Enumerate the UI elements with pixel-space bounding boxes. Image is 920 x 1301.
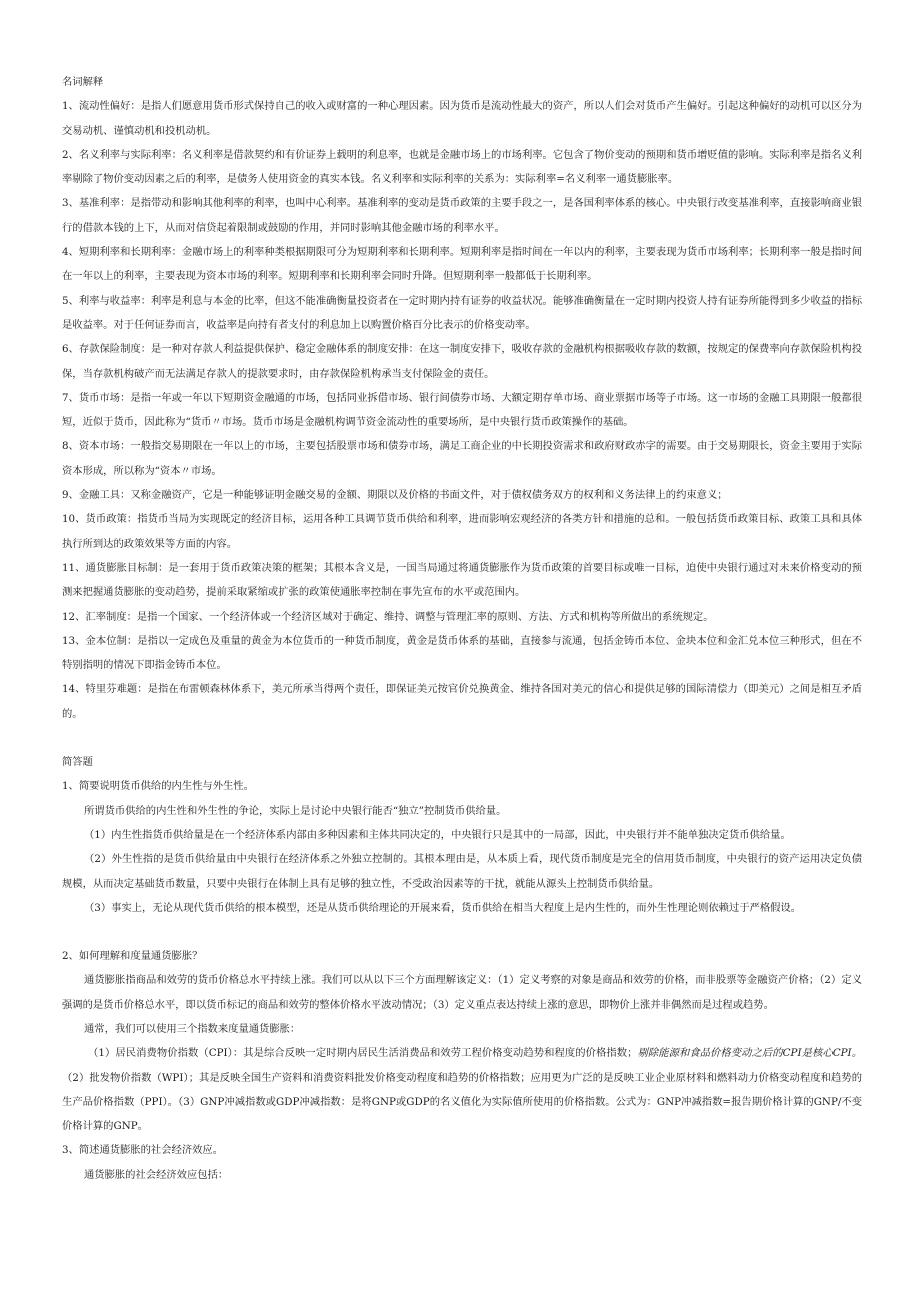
definition-item: 1、流动性偏好：是指人们愿意用货币形式保持自己的收入或财富的一种心理因素。因为货币是流动性最大的资产，所以人们会对货币产生偏好。引起这种偏好的动机可以区分为交易动机、谨慎动机和投机动机。 [62, 100, 862, 137]
definition-item: 10、货币政策：指货币当局为实现既定的经济目标，运用各种工具调节货币供给和利率，进而影响宏观经济的各类方针和措施的总和。一般包括货币政策目标、政策工具和具体执行所到达的政策效果等方面的内容。 [62, 513, 862, 550]
section-title-short-answer: 简答题 [62, 756, 93, 769]
definition-item: 14、特里芬难题：是指在布雷顿森林体系下，美元所承当得两个责任，即保证美元按官价兑换黄金、维持各国对美元的信心和提供足够的国际清偿力（即美元）之间是相互矛盾的。 [62, 683, 862, 720]
q1-point: （2）外生性指的是货币供给量由中央银行在经济体系之外独立控制的。其根本理由是，从本质上看，现代货币制度是完全的信用货币制度，中央银行的资产运用决定负债规模，从而决定基础货币数量，只要中央银行在体制上具有足够的独立性，不受政治因素等的干扰，就能从源头上控制货币供给量。 [62, 853, 862, 890]
q2-definition: 通货膨胀指商品和效劳的货币价格总水平持续上涨。我们可以从以下三个方面理解该定义：（1）定义考察的对象是商品和效劳的价格，而非股票等金融资产价格；（2）定义强调的是货币价格总水平，即以货币标记的商品和效劳的整体价格水平波动情况；（3）定义重点表达持续上涨的意思，即物价上涨并非偶然而是过程或趋势。 [62, 974, 862, 1011]
definition-item: 8、资本市场：一般指交易期限在一年以上的市场，主要包括股票市场和债券市场，满足工商企业的中长期投资需求和政府财政赤字的需要。由于交易期限长，资金主要用于实际资本形成，所以称为“资本〃市场。 [62, 440, 862, 477]
q3-intro: 通货膨胀的社会经济效应包括： [84, 1168, 229, 1181]
q1-point: （3）事实上，无论从现代货币供给的根本模型，还是从货币供给理论的开展来看，货币供给在相当大程度上是内生性的，而外生性理论则依赖过于严格假设。 [84, 901, 802, 914]
q1-intro: 所谓货币供给的内生性和外生性的争论，实际上是讨论中央银行能否“独立”控制货币供给量。 [84, 804, 507, 817]
question-2: 2、如何理解和度量通货膨胀？ [62, 950, 203, 963]
core-cpi-note: 剔除能源和食品价格变动之后的CPI是核心CPI。 [637, 1047, 862, 1060]
definition-item: 12、汇率制度：是指一个国家、一个经济体或一个经济区域对于确定、维持、调整与管理汇率的原则、方法、方式和机构等所做出的系统规定。 [62, 610, 714, 623]
definition-item: 9、金融工具：又称金融资产，它是一种能够证明金融交易的金额、期限以及价格的书面文件，对于债权债务双方的权利和义务法律上的约束意义； [62, 489, 728, 502]
definition-item: 2、名义利率与实际利率：名义利率是借款契约和有价证券上载明的利息率，也就是金融市场上的市场利率。它包含了物价变动的预期和货币增贬值的影响。实际利率是指名义利率剔除了物价变动因素之后的利率，是债务人使用资金的真实本钱。名义利率和实际利率的关系为：实际利率=名义利率一通货膨胀率。 [62, 148, 862, 186]
wpi-gnp-text: （2）批发物价指数（WPI）；其是反映全国生产资料和消费资料批发价格变动程度和趋势的价格指数；应用更为广泛的是反映工业企业原材料和燃料动力价格变动程度和趋势的生产品价格指数（PPI）。（3）GNP冲减指数或GDP冲减指数：是将GNP或GDP的名义值化为实际值所使用的价格指数。公式为：GNP冲减指数=报告期价格计算的GNP/不变价格计算的GNP。 [62, 1071, 862, 1133]
definition-item: 6、存款保险制度：是一种对存款人利益提供保护、稳定金融体系的制度安排：在这一制度安排下，吸收存款的金融机构根据吸收存款的数额，按规定的保费率向存款保险机构投保，当存款机构破产而无法满足存款人的提款要求时，由存款保险机构承当支付保险金的责任。 [62, 343, 862, 380]
definition-item: 13、金本位制：是指以一定成色及重量的黄金为本位货币的一种货币制度，黄金是货币体系的基础，直接参与流通，包括金铸币本位、金块本位和金汇兑本位三种形式，但在不特别指明的情况下即指金铸币本位。 [62, 634, 862, 672]
definitions-list [62, 94, 862, 726]
definition-item: 11、通货膨胀目标制：是一套用于货币政策决策的框架；其根本含义是，一国当局通过将通货膨胀作为货币政策的首要目标或唯一目标，迫使中央银行通过对未来价格变动的预测来把握通货膨胀的变动趋势，提前采取紧缩或扩张的政策使通胀率控制在事先宣布的水平或范围内。 [62, 561, 862, 599]
definition-item: 5、利率与收益率：利率是利息与本金的比率，但这不能准确衡量投资者在一定时期内持有证券的收益状况。能够准确衡量在一定时期内投资人持有证券所能得到多少收益的指标是收益率。对于任何证券而言，收益率是向持有者支付的利息加上以购置价格百分比表示的价格变动率。 [62, 294, 862, 331]
cpi-text: （1）居民消费物价指数（CPI）：其是综合反映一定时期内居民生活消费品和效劳工程价格变动趋势和程度的价格指数； [88, 1047, 638, 1060]
document-page [62, 70, 862, 1187]
question-1: 1、简要说明货币供给的内生性与外生性。 [62, 780, 254, 793]
section-title-definitions: 名词解释 [62, 76, 104, 88]
definition-item: 3、基准利率：是指带动和影响其他利率的利率，也叫中心利率。基准利率的变动是货币政策的主要手段之一，是各国利率体系的核心。中央银行改变基准利率，直接影响商业银行的借款本钱的上下，从而对信贷起着限制或鼓励的作用，并同时影响其他金融市场的利率水平。 [62, 197, 862, 234]
q1-point: （1）内生性指货币供给量是在一个经济体系内部由多种因素和主体共同决定的，中央银行只是其中的一局部，因此，中央银行并不能单独决定货币供给量。 [84, 828, 791, 841]
question-3: 3、简述通货膨胀的社会经济效应。 [62, 1144, 224, 1157]
definition-item: 4、短期利率和长期利率：金融市场上的利率种类根据期限可分为短期利率和长期利率。短期利率是指时间在一年以内的利率，主要表现为货币市场利率；长期利率一般是指时间在一年以上的利率，主要表现为资本市场的利率。短期利率和长期利率会同时升降。但短期利率一般都低于长期利率。 [62, 246, 862, 283]
definition-item: 7、货币市场：是指一年或一年以下短期资金融通的市场，包括同业拆借市场、银行间债券市场、大额定期存单市场、商业票据市场等子市场。这一市场的金融工具期限一般都很短，近似于货币，因此称为“货币〃市场。货币市场是金融机构调节资金流动性的重要场所，是中央银行货币政策操作的基础。 [62, 391, 862, 429]
q2-measures-intro: 通常，我们可以使用三个指数来度量通货膨胀： [84, 1022, 301, 1035]
q2-measures [62, 1041, 862, 1138]
